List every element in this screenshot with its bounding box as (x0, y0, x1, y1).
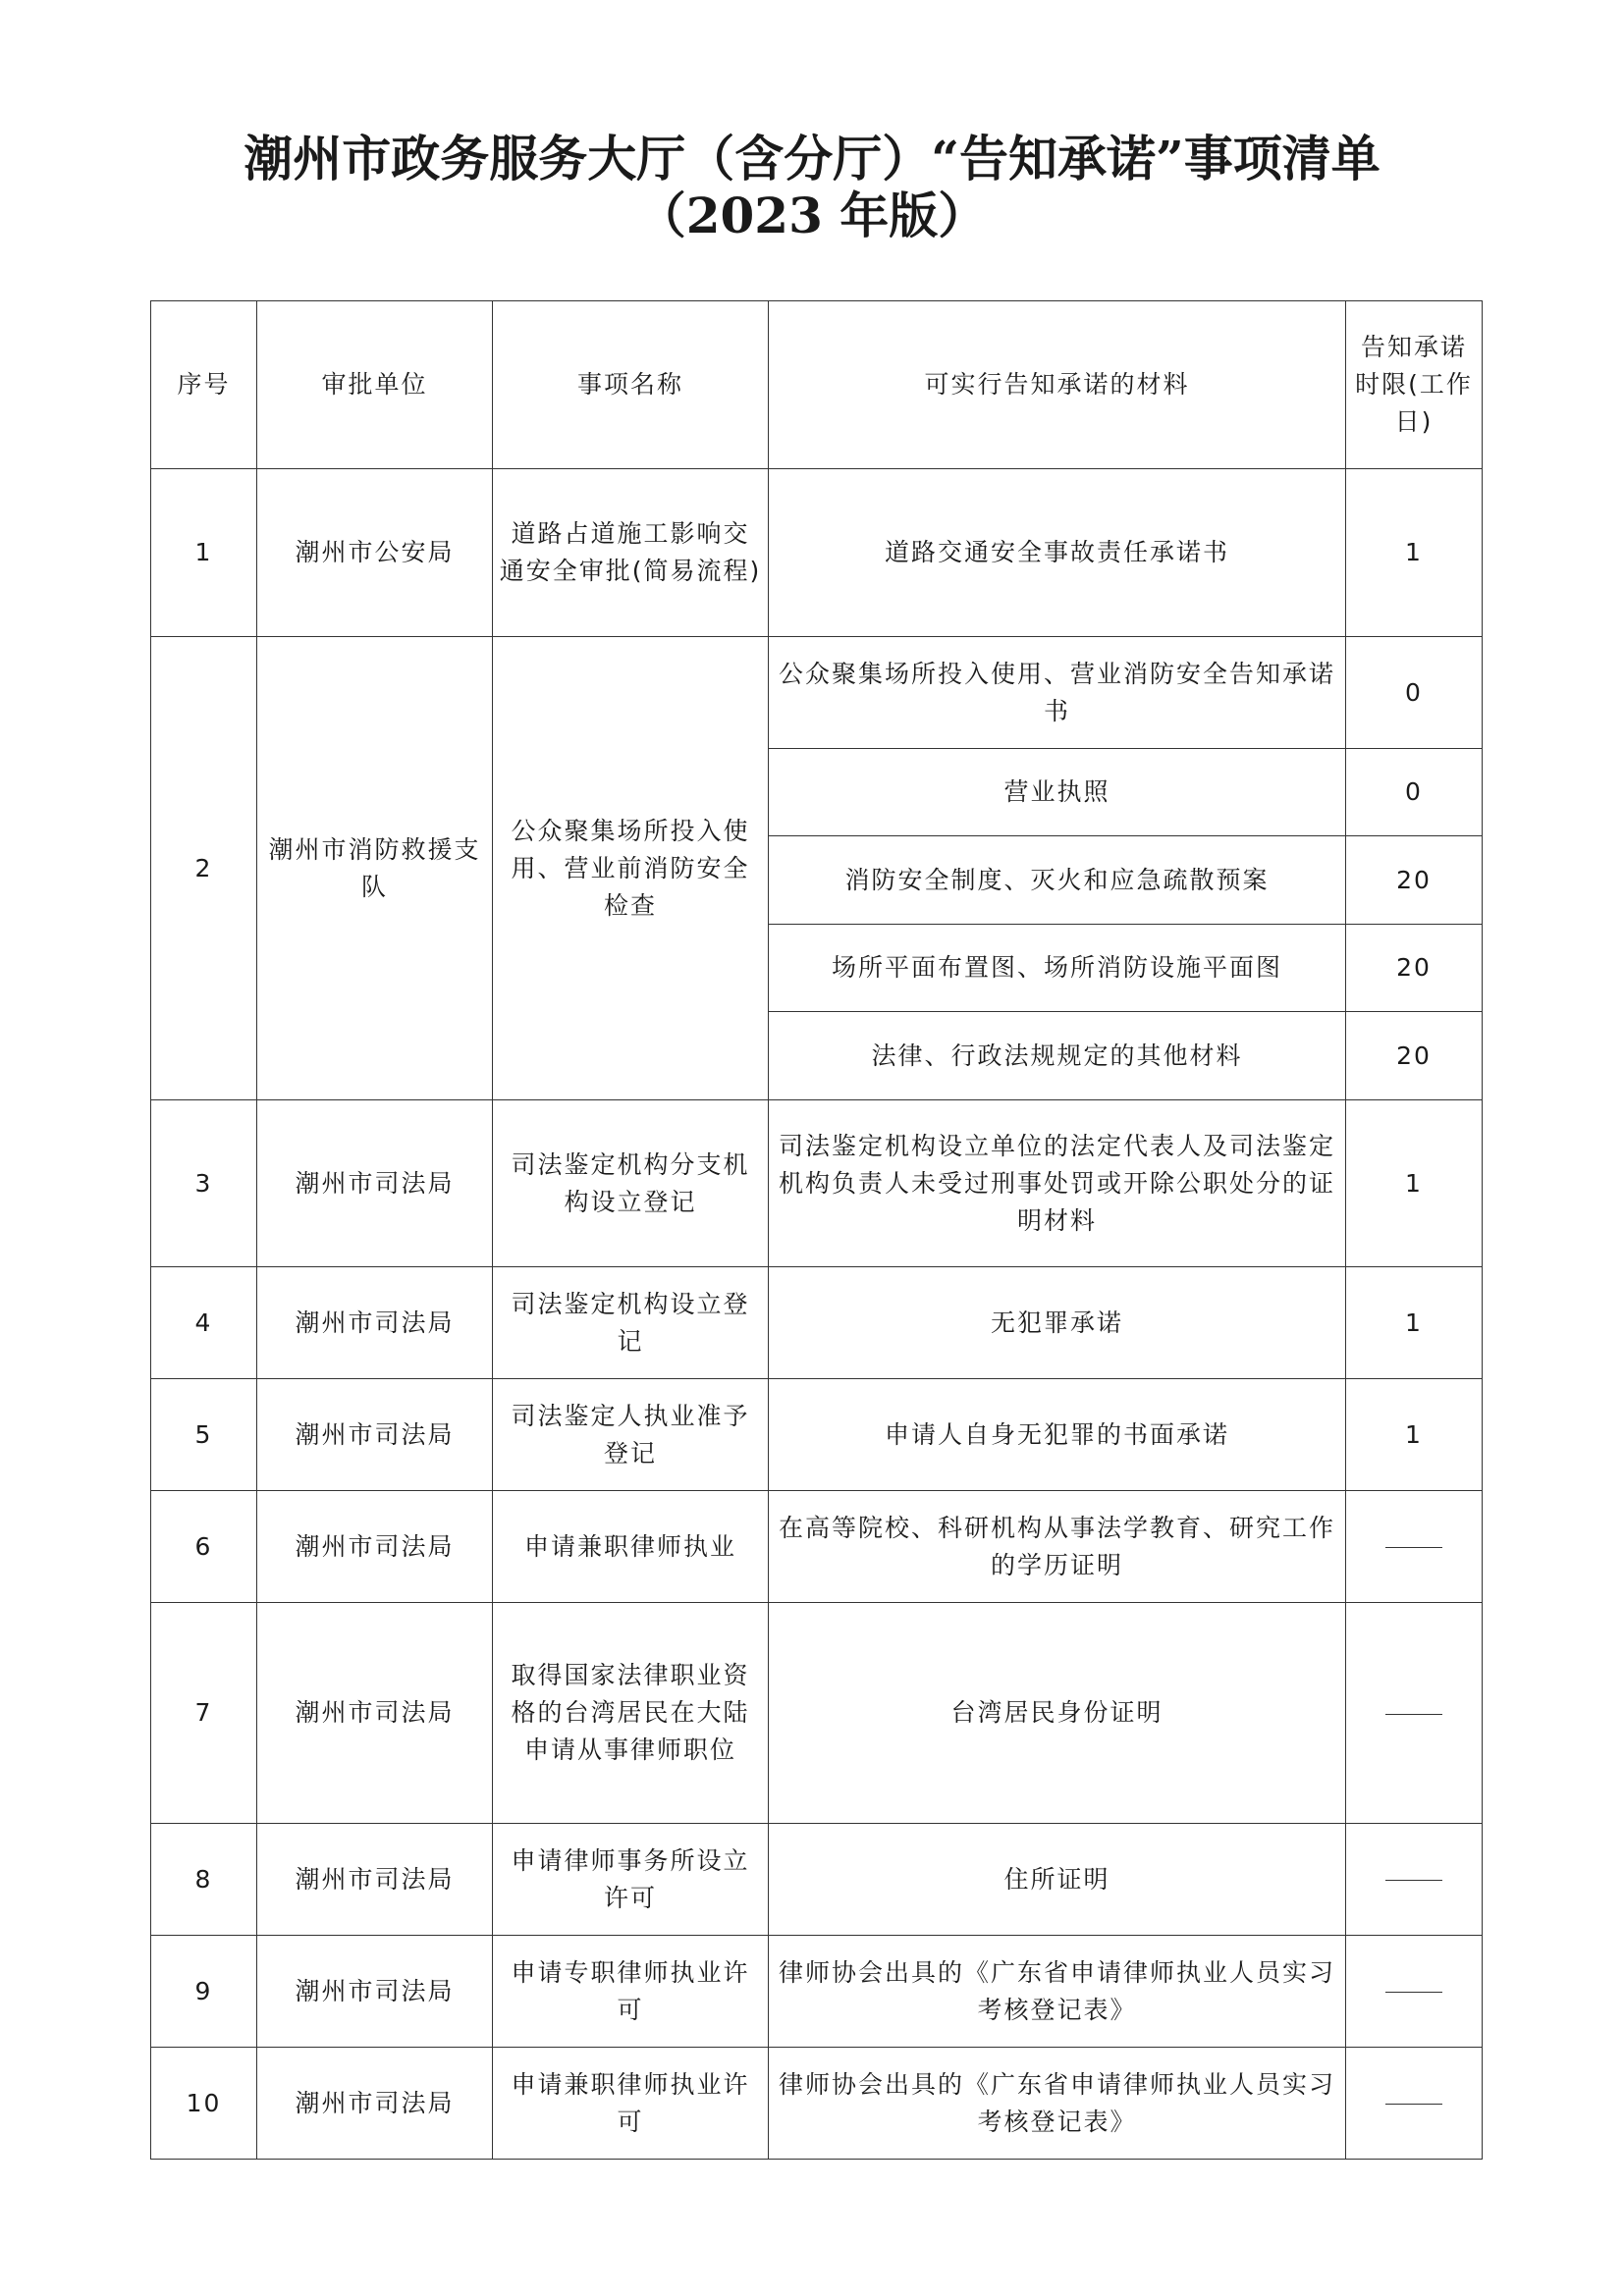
table-row (151, 1267, 1483, 1379)
cell-unit: 潮州市司法局 (257, 1100, 493, 1267)
cell-material: 律师协会出具的《广东省申请律师执业人员实习考核登记表》 (769, 1936, 1346, 2048)
cell-no: 2 (151, 637, 257, 1100)
cell-item: 道路占道施工影响交通安全审批(简易流程) (493, 469, 769, 637)
cell-item: 申请律师事务所设立许可 (493, 1824, 769, 1936)
cell-limit (1346, 2048, 1483, 2160)
header-no: 序号 (151, 301, 257, 469)
cell-item: 申请专职律师执业许可 (493, 1936, 769, 2048)
cell-no: 3 (151, 1100, 257, 1267)
cell-no: 5 (151, 1379, 257, 1491)
cell-item: 申请兼职律师执业 (493, 1491, 769, 1603)
cell-no: 6 (151, 1491, 257, 1603)
cell-limit: 0 (1346, 749, 1483, 836)
table-row (151, 1379, 1483, 1491)
dash-mark (1385, 1992, 1442, 1993)
cell-material: 公众聚集场所投入使用、营业消防安全告知承诺书 (769, 637, 1346, 749)
dash-mark (1385, 1714, 1442, 1715)
cell-unit: 潮州市司法局 (257, 1603, 493, 1824)
header-item: 事项名称 (493, 301, 769, 469)
cell-no: 1 (151, 469, 257, 637)
cell-material: 司法鉴定机构设立单位的法定代表人及司法鉴定机构负责人未受过刑事处罚或开除公职处分的证明材料 (769, 1100, 1346, 1267)
cell-material: 律师协会出具的《广东省申请律师执业人员实习考核登记表》 (769, 2048, 1346, 2160)
cell-limit: 20 (1346, 836, 1483, 925)
table-row (151, 1824, 1483, 1936)
table-row (151, 2048, 1483, 2160)
cell-unit: 潮州市司法局 (257, 1267, 493, 1379)
cell-unit: 潮州市消防救援支队 (257, 637, 493, 1100)
header-limit: 告知承诺时限(工作日) (1346, 301, 1483, 469)
cell-material: 台湾居民身份证明 (769, 1603, 1346, 1824)
cell-no: 9 (151, 1936, 257, 2048)
cell-unit: 潮州市公安局 (257, 469, 493, 637)
cell-limit (1346, 1491, 1483, 1603)
cell-limit (1346, 1936, 1483, 2048)
cell-material: 场所平面布置图、场所消防设施平面图 (769, 925, 1346, 1012)
cell-limit: 20 (1346, 1012, 1483, 1100)
cell-no: 10 (151, 2048, 257, 2160)
cell-material: 营业执照 (769, 749, 1346, 836)
cell-unit: 潮州市司法局 (257, 2048, 493, 2160)
cell-limit: 1 (1346, 1379, 1483, 1491)
cell-limit (1346, 1824, 1483, 1936)
cell-unit: 潮州市司法局 (257, 1491, 493, 1603)
cell-item: 司法鉴定机构分支机构设立登记 (493, 1100, 769, 1267)
cell-material: 住所证明 (769, 1824, 1346, 1936)
cell-no: 4 (151, 1267, 257, 1379)
cell-material: 申请人自身无犯罪的书面承诺 (769, 1379, 1346, 1491)
cell-limit: 20 (1346, 925, 1483, 1012)
cell-limit: 1 (1346, 469, 1483, 637)
cell-limit: 0 (1346, 637, 1483, 749)
table-row (151, 1936, 1483, 2048)
cell-item: 公众聚集场所投入使用、营业前消防安全检查 (493, 637, 769, 1100)
cell-material: 无犯罪承诺 (769, 1267, 1346, 1379)
table-row (151, 1603, 1483, 1824)
cell-no: 8 (151, 1824, 257, 1936)
cell-item: 司法鉴定机构设立登记 (493, 1267, 769, 1379)
cell-no: 7 (151, 1603, 257, 1824)
dash-mark (1385, 1880, 1442, 1881)
table-row (151, 1100, 1483, 1267)
cell-unit: 潮州市司法局 (257, 1936, 493, 2048)
cell-limit: 1 (1346, 1267, 1483, 1379)
cell-material: 消防安全制度、灭火和应急疏散预案 (769, 836, 1346, 925)
dash-mark (1385, 1547, 1442, 1548)
cell-item: 司法鉴定人执业准予登记 (493, 1379, 769, 1491)
commitment-items-table (150, 300, 1483, 2160)
cell-item: 取得国家法律职业资格的台湾居民在大陆申请从事律师职位 (493, 1603, 769, 1824)
dash-mark (1385, 2104, 1442, 2105)
cell-material: 在高等院校、科研机构从事法学教育、研究工作的学历证明 (769, 1491, 1346, 1603)
cell-unit: 潮州市司法局 (257, 1824, 493, 1936)
cell-item: 申请兼职律师执业许可 (493, 2048, 769, 2160)
table-row (151, 469, 1483, 637)
cell-material: 法律、行政法规规定的其他材料 (769, 1012, 1346, 1100)
document-title: 潮州市政务服务大厅（含分厅）“告知承诺”事项清单 (244, 130, 1380, 187)
cell-limit: 1 (1346, 1100, 1483, 1267)
cell-limit (1346, 1603, 1483, 1824)
header-unit: 审批单位 (257, 301, 493, 469)
table-row (151, 1491, 1483, 1603)
table-row (151, 637, 1483, 749)
header-material: 可实行告知承诺的材料 (769, 301, 1346, 469)
cell-material: 道路交通安全事故责任承诺书 (769, 469, 1346, 637)
table-header-row (151, 301, 1483, 469)
document-subtitle: （2023 年版） (636, 187, 988, 244)
cell-unit: 潮州市司法局 (257, 1379, 493, 1491)
